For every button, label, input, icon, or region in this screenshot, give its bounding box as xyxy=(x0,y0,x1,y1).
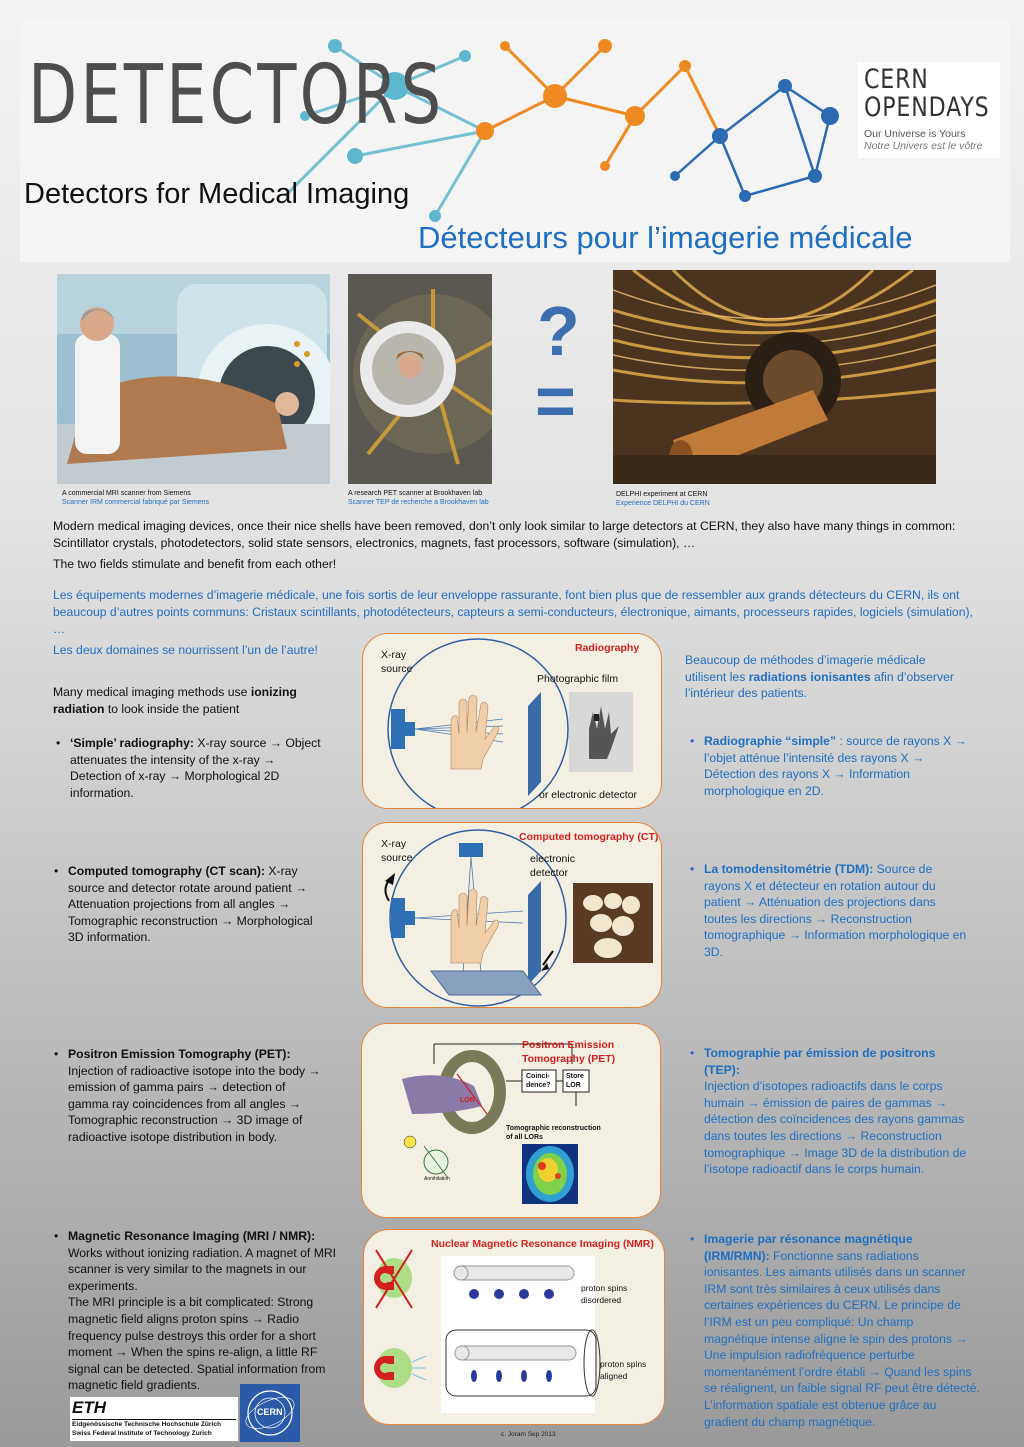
question-mark: ? xyxy=(537,292,580,370)
ct-panel xyxy=(362,822,662,1008)
left-intro-b: ionizing radiation xyxy=(53,685,297,716)
pet-title: Positron Emission Tomography (PET) xyxy=(522,1039,616,1065)
pet-diagram xyxy=(362,1024,661,1218)
cern-opendays-logo xyxy=(858,62,1000,158)
radiography-bullet-fr xyxy=(690,733,972,799)
bullet-dot: • xyxy=(690,1232,695,1246)
delphi-detector-photo xyxy=(613,270,936,484)
nmr-title: Nuclear Magnetic Resonance Imaging (NMR) xyxy=(431,1238,654,1250)
pet-lor-label: LOR xyxy=(460,1097,475,1104)
mri-body1-en: Works without ionizing radiation. A magnet of MRI scanner is very similar to the magnets in our experiments. xyxy=(68,1245,337,1293)
mri-photo-caption xyxy=(62,489,332,507)
mri-scanner-photo xyxy=(57,274,330,484)
ct-detector-label: electronic detector xyxy=(530,853,575,879)
ct-body-en: X-ray source and detector rotate around patient → Attenuation projections from all angles → Tomographic reconstruction → Morphological 3D information. xyxy=(68,864,313,945)
cern-logo-label: CERN xyxy=(257,1407,283,1417)
mri-caption-en: A commercial MRI scanner from Siemens xyxy=(62,490,191,497)
mri-bullet-en xyxy=(54,1228,348,1394)
radiography-film-label: Photographic film xyxy=(537,673,619,685)
mri-caption-fr: Scanner IRM commercial fabriqué par Siemens xyxy=(62,499,210,506)
pet-scanner-photo xyxy=(348,274,492,484)
radiography-body-fr: : source de rayons X → l’objet atténue l’intensité des rayons X → Détection des rayons X → Information morphologique en 2D. xyxy=(704,734,967,798)
bullet-dot: • xyxy=(54,1229,59,1243)
right-intro-a: Beaucoup de méthodes d’imagerie médicale utilisent les xyxy=(685,653,926,684)
right-intro-c: afin d’observer l’intérieur des patients. xyxy=(685,669,954,700)
radiography-head-fr: Radiographie “simple” xyxy=(704,734,837,748)
left-intro xyxy=(53,684,313,717)
radiography-panel xyxy=(362,633,662,809)
credit-line: c. Joram Sep 2013 xyxy=(501,1431,556,1438)
delphi-caption-fr: Experience DELPHI du CERN xyxy=(616,500,710,507)
delphi-photo-caption xyxy=(616,490,816,508)
mri-body-fr: Fonctionne sans radiations ionisantes. Les aimants utilisés dans un scanner IRM sont très similaires à ceux utilisés dans certaines expériences du CERN. Le principe de l’IRM est un peu compliqué: Un champ magnétique intense aligne le spin des protons → Une impulsion radiofréquence perturbe momentanément l’ordre établi → Quand les spins se réalignent, un faible signal RF peut être détecté. L’information spatiale est obtenue grâce au gradient du champ magnétique. xyxy=(704,1248,980,1429)
pet-annihilation-label: Annihilation xyxy=(424,1176,450,1182)
pet-coincidence-label: Coinci- dence? xyxy=(526,1073,551,1089)
radiography-title: Radiography xyxy=(575,642,640,654)
cern-logo xyxy=(240,1384,300,1442)
logo-tagline-fr: Notre Univers est le vôtre xyxy=(864,140,983,152)
pet-body-fr: Injection d’isotopes radioactifs dans le corps humain → émission de paires de gammas → détection des coïncidences des rayons gammas dans toutes les directions → Reconstruction tomographique → Image 3D de la distribution de l’isotope radioactif dans le corps humain. xyxy=(704,1079,967,1177)
radiography-source-label: X-ray source xyxy=(381,649,413,675)
pet-caption-en: A research PET scanner at Brookhaven lab xyxy=(348,490,483,497)
pet-panel xyxy=(361,1023,661,1218)
pet-bullet-fr xyxy=(690,1045,972,1178)
eth-logo xyxy=(70,1397,238,1441)
intro-en-paragraph: Modern medical imaging devices, once their nice shells have been removed, don’t only look similar to large detectors at CERN, they also have many things in common: Scintillator crystals, photodetectors, solid state sensors, electronics, magnets, fast processors, software (simulation), … xyxy=(53,519,956,550)
ct-bullet-fr xyxy=(690,861,972,961)
right-intro-b: radiations ionisantes xyxy=(748,669,871,684)
nmr-diagram xyxy=(364,1230,665,1425)
ct-bullet-en xyxy=(54,863,318,946)
bullet-dot: • xyxy=(54,864,59,878)
radiography-head-en: ‘Simple’ radiography: xyxy=(70,736,194,750)
radiography-body-en: X-ray source → Object attenuates the intensity of the x-ray → Detection of x-ray → Morphological 2D information. xyxy=(70,736,321,800)
intro-fr-nourrissent: Les deux domaines se nourrissent l’un de l’autre! xyxy=(53,643,318,657)
bullet-dot: • xyxy=(54,1047,59,1061)
ct-head-en: Computed tomography (CT scan): xyxy=(68,864,266,878)
intro-en-stimulate: The two fields stimulate and benefit from each other! xyxy=(53,557,337,571)
bullet-dot: • xyxy=(690,734,695,748)
right-intro xyxy=(685,652,955,702)
left-intro-a: Many medical imaging methods use xyxy=(53,685,251,699)
pet-reconstruction-label: Tomographic reconstruction of all LORs xyxy=(506,1125,601,1141)
radiography-bullet-en xyxy=(56,735,330,801)
nmr-aligned-label: proton spins aligned xyxy=(600,1359,647,1381)
ct-body-fr: Source de rayons X et détecteur en rotation autour du patient → Atténuation des projections dans toutes les directions → Reconstruction tomographique → Information morphologique en 3D. xyxy=(704,862,967,959)
mri-head-en: Magnetic Resonance Imaging (MRI / NMR): xyxy=(68,1229,316,1243)
logo-line-1: CERN xyxy=(864,64,929,95)
bullet-dot: • xyxy=(690,1046,695,1060)
intro-fr-paragraph: Les équipements modernes d’imagerie médicale, une fois sortis de leur enveloppe rassurante, font bien plus que de ressembler aux grands détecteurs du CERN, ils ont beaucoup d’autres points communs: Cristaux scintillants, photodétecteurs, capteurs a semi-conducteurs, électronique, aimants, processeurs rapides, logiciels (simulation), … xyxy=(53,588,973,636)
pet-bullet-en xyxy=(54,1046,328,1146)
pet-body-en: Injection of radioactive isotope into the body → emission of gamma pairs → detection of gamma ray coincidences from all angles → Tomographic reconstruction → 3D image of radioactive isotope distribution in body. xyxy=(68,1063,321,1144)
eth-line-2: Swiss Federal Institute of Technology Zurich xyxy=(72,1430,212,1437)
pet-store-label: Store LOR xyxy=(566,1073,584,1089)
subtitle-fr: Détecteurs pour l’imagerie médicale xyxy=(418,220,913,255)
bullet-dot: • xyxy=(56,736,61,750)
ct-title: Computed tomography (CT) xyxy=(519,831,659,843)
eth-name: ETH xyxy=(72,1398,106,1417)
main-title: DETECTORS xyxy=(28,48,445,143)
mri-body2-en: The MRI principle is a bit complicated: Strong magnetic field aligns proton spins → Radio frequency pulse destroys this order for a short moment → When the spins re-align, a little RF signal can be detected. Spatial information from magnetic field gradients. xyxy=(68,1295,326,1393)
logo-line-2: OPENDAYS xyxy=(864,92,990,123)
pet-caption-fr: Scanner TEP de recherche a Brookhaven lab xyxy=(348,499,489,506)
pet-head-en: Positron Emission Tomography (PET): xyxy=(68,1047,291,1061)
mri-head-fr: Imagerie par résonance magnétique (IRM/RMN): xyxy=(704,1232,913,1263)
delphi-caption-en: DELPHI experiment at CERN xyxy=(616,491,708,498)
pet-head-fr: Tomographie par émission de positrons (TEP): xyxy=(704,1046,936,1077)
mri-bullet-fr xyxy=(690,1231,980,1430)
pet-photo-caption xyxy=(348,489,548,507)
ct-source-label: X-ray source xyxy=(381,838,413,864)
radiography-detector-label: or electronic detector xyxy=(539,789,638,801)
subtitle-en: Detectors for Medical Imaging xyxy=(24,178,410,210)
left-intro-c: to look inside the patient xyxy=(104,701,240,716)
eth-line-1: Eidgenössische Technische Hochschule Zürich xyxy=(72,1419,236,1429)
bullet-dot: • xyxy=(690,862,695,876)
equals-sign: = xyxy=(535,362,576,440)
ct-head-fr: La tomodensitométrie (TDM): xyxy=(704,862,874,876)
logo-tagline-en: Our Universe is Yours xyxy=(864,128,966,140)
nmr-panel xyxy=(363,1229,665,1425)
nmr-disordered-label: proton spins disordered xyxy=(581,1283,628,1305)
